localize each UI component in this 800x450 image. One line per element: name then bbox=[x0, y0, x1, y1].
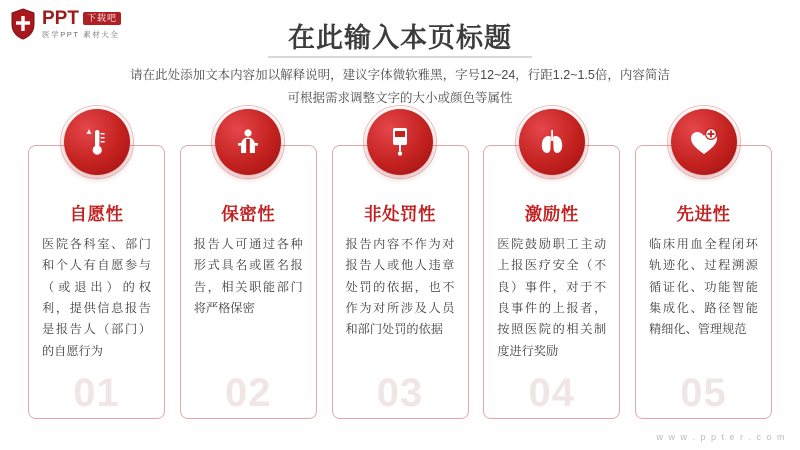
page-title: 在此输入本页标题 bbox=[288, 23, 512, 53]
subtitle-line-2: 可根据需求调整文字的大小或颜色等属性 bbox=[287, 91, 513, 106]
card-title: 先进性 bbox=[676, 204, 731, 224]
card-number: 02 bbox=[225, 371, 272, 415]
logo-badge: 下载吧 bbox=[83, 12, 121, 25]
confidential-person-icon bbox=[215, 109, 281, 175]
card-number: 01 bbox=[73, 371, 120, 415]
card-item[interactable] bbox=[180, 145, 317, 419]
card-list bbox=[28, 145, 772, 419]
card-number: 03 bbox=[376, 371, 424, 415]
heart-plus-icon bbox=[671, 109, 737, 175]
page-subtitle bbox=[0, 64, 800, 110]
card-number: 04 bbox=[528, 371, 575, 415]
card-body: 医院各科室、部门和个人有自愿参与（或退出）的权利，提供信息报告是报告人（部门）的自愿行为 bbox=[42, 237, 151, 358]
logo-tagline: 医学PPT 素材大全 bbox=[42, 30, 120, 40]
card-title: 自愿性 bbox=[69, 204, 124, 224]
card-number: 05 bbox=[680, 371, 727, 415]
card-body: 医院鼓励职工主动上报医疗安全（不良）事件，对于不良事件的上报者，按照医院的相关制度进行奖励 bbox=[497, 237, 607, 358]
lungs-icon bbox=[519, 109, 585, 175]
subtitle-line-1: 请在此处添加文本内容加以解释说明，建议字体微软雅黑，字号12~24，行距1.2~1.5倍，内容简洁 bbox=[130, 68, 670, 82]
title-divider bbox=[268, 56, 532, 58]
card-title: 保密性 bbox=[221, 204, 276, 224]
card-item[interactable] bbox=[635, 145, 772, 419]
card-item[interactable] bbox=[28, 145, 165, 419]
thermometer-icon bbox=[64, 109, 130, 175]
card-item[interactable] bbox=[332, 145, 469, 419]
iv-drip-icon bbox=[367, 109, 433, 175]
card-title: 激励性 bbox=[524, 204, 579, 224]
card-body: 报告内容不作为对报告人或他人违章处罚的依据，也不作为对所涉及人员和部门处罚的依据 bbox=[345, 237, 455, 337]
card-item[interactable] bbox=[483, 145, 620, 419]
card-title: 非处罚性 bbox=[364, 204, 436, 224]
card-body: 报告人可通过各种形式具名或匿名报告，相关职能部门将严格保密 bbox=[193, 237, 303, 316]
watermark: w w w . p p t e r . c o m bbox=[656, 432, 786, 442]
logo-brand: PPT bbox=[42, 8, 79, 30]
card-body: 临床用血全程闭环轨迹化、过程溯源循证化、功能智能集成化、路径智能精细化、管理规范 bbox=[649, 237, 758, 337]
